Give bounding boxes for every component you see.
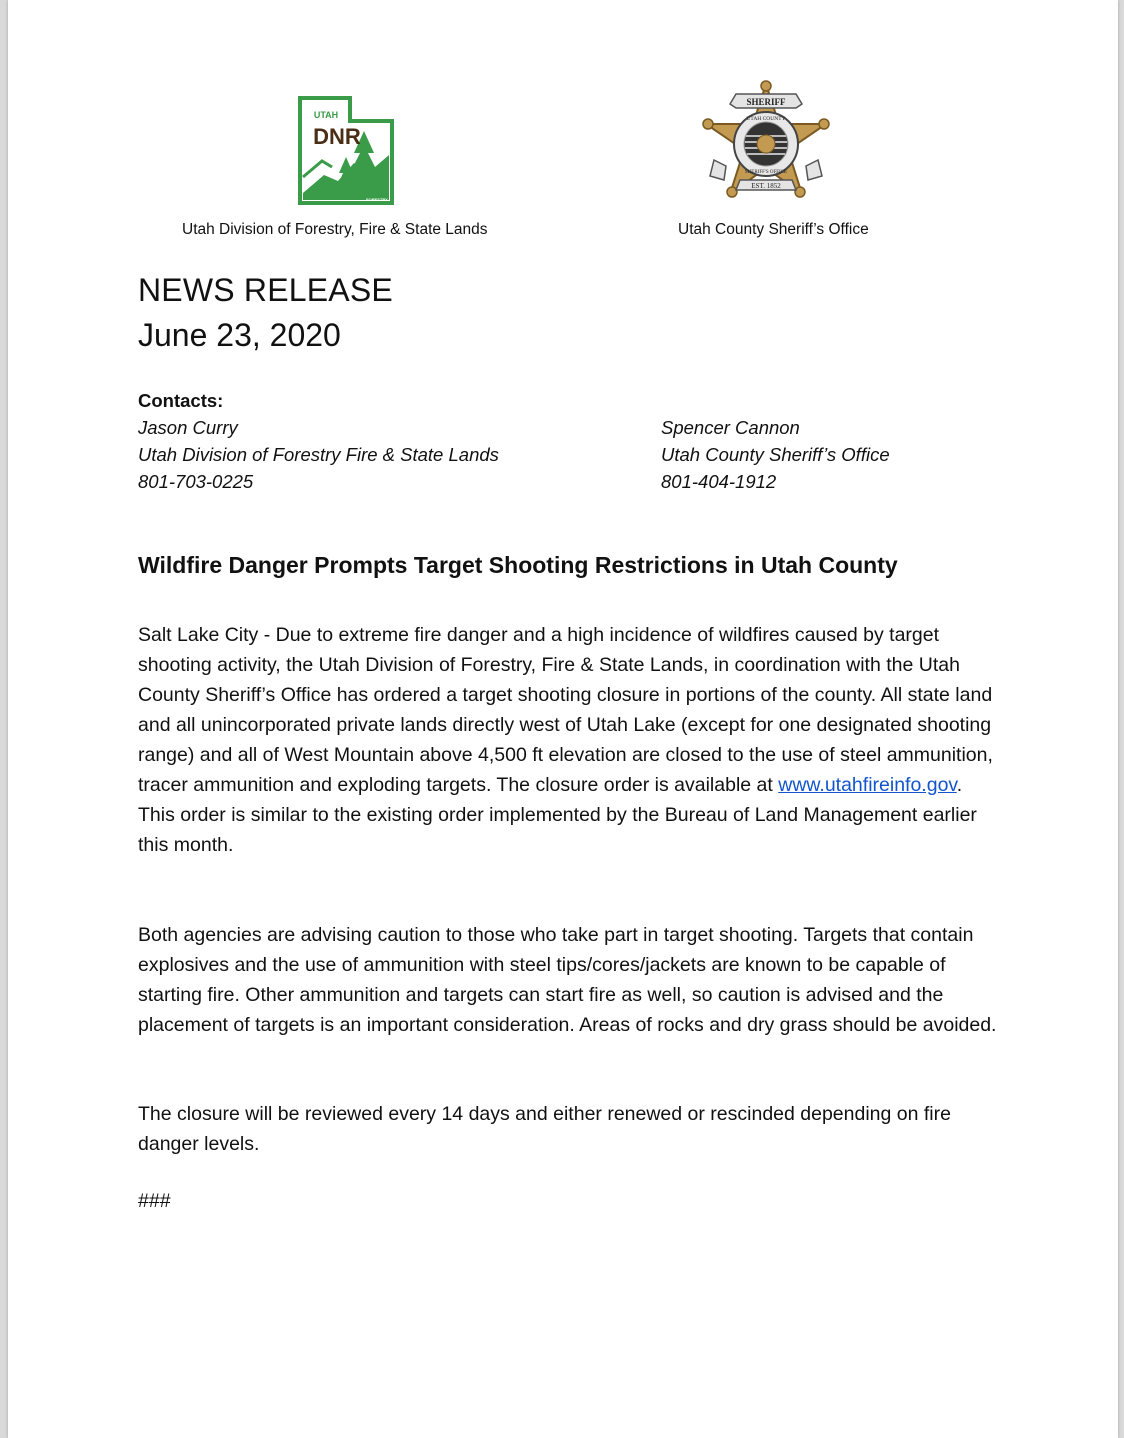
dnr-logo-subtext: FORESTRY (366, 197, 388, 202)
sheriff-badge-ring-bottom: SHERIFF'S OFFICE (744, 170, 788, 175)
body-paragraph-2: Both agencies are advising caution to those who take part in target shooting. Targets that contain explosives and the use of ammunition with steel tips/cores/jackets are known to be capable of starting fire. Other ammunition and targets can start fire as well, so caution is advised and the placement of targets is an important consideration. Areas of rocks and dry grass should be avoided. (138, 924, 997, 1036)
utah-dnr-logo (294, 95, 398, 207)
dnr-logo-acronym: DNR (313, 124, 361, 149)
contact-right-name: Spencer Cannon (661, 417, 800, 438)
release-date: June 23, 2020 (138, 317, 341, 353)
document-page (8, 0, 1118, 1438)
contact-left-org: Utah Division of Forestry Fire & State Lands (138, 444, 499, 465)
contact-right-org: Utah County Sheriff’s Office (661, 444, 890, 465)
body-paragraph-1 (138, 620, 998, 860)
news-release-title: NEWS RELEASE (138, 272, 393, 308)
contact-right-phone: 801-404-1912 (661, 471, 777, 492)
utahfireinfo-link[interactable]: www.utahfireinfo.gov (778, 774, 957, 796)
contacts-label: Contacts: (138, 390, 224, 411)
sheriff-badge-top-text: SHERIFF (746, 97, 786, 107)
dnr-logo-state-text: UTAH (313, 110, 339, 120)
sheriff-badge-ring-top: UTAH COUNTY (746, 116, 786, 122)
headline: Wildfire Danger Prompts Target Shooting Restrictions in Utah County (138, 552, 898, 578)
end-mark: ### (138, 1190, 171, 1212)
sheriff-badge-est-text: EST. 1852 (751, 182, 781, 190)
contact-left (138, 414, 499, 495)
contact-right (661, 414, 890, 495)
contact-left-name: Jason Curry (138, 417, 238, 438)
contact-left-phone: 801-703-0225 (138, 471, 254, 492)
p1-text-after-link: . This order is similar to the existing order implemented by the Bureau of Land Management earlier this month. (138, 774, 977, 856)
p1-text-before-link: Salt Lake City - Due to extreme fire danger and a high incidence of wildfires caused by target shooting activity, the Utah Division of Forestry, Fire & State Lands, in coordination with the Utah County Sheriff’s Office has ordered a target shooting closure in portions of the county. All state land and all unincorporated private lands directly west of Utah Lake (except for one designated shooting range) and all of West Mountain above 4,500 ft elevation are closed to the use of steel ammunition, tracer ammunition and exploding targets. The closure order is available at (138, 624, 993, 796)
body-paragraph-3: The closure will be reviewed every 14 days and either renewed or rescinded depending on fire danger levels. (138, 1103, 951, 1155)
dnr-caption: Utah Division of Forestry, Fire & State Lands (182, 221, 488, 238)
sheriff-badge-logo (696, 80, 836, 210)
sheriff-caption: Utah County Sheriff’s Office (678, 221, 869, 238)
